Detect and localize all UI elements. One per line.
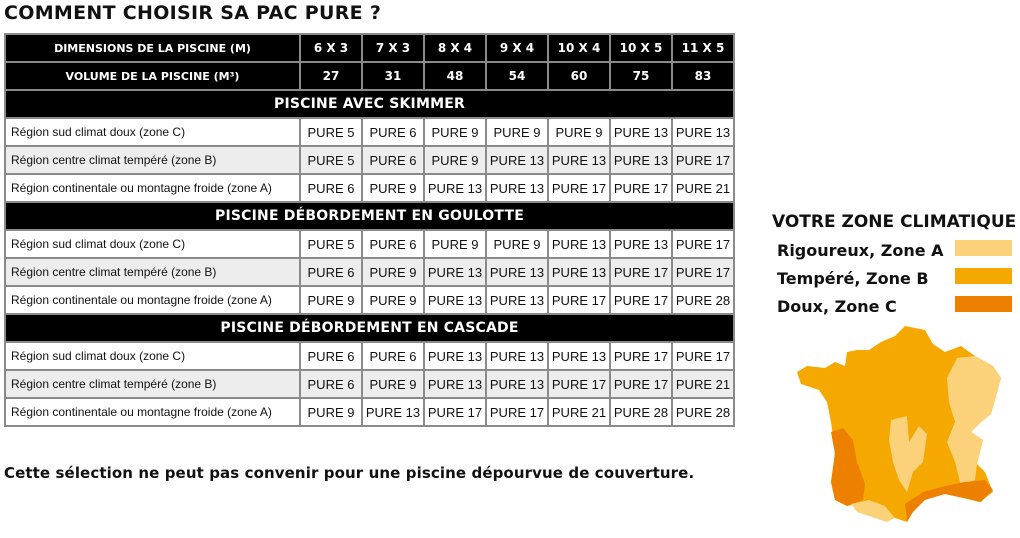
model-cell: PURE 6: [362, 118, 424, 146]
model-cell: PURE 6: [300, 342, 362, 370]
model-cell: PURE 13: [362, 398, 424, 426]
model-cell: PURE 17: [486, 398, 548, 426]
model-cell: PURE 13: [424, 370, 486, 398]
section-header: [5, 314, 734, 342]
table-row: [5, 258, 734, 286]
model-cell: PURE 9: [300, 286, 362, 314]
model-cell: PURE 13: [548, 230, 610, 258]
model-cell: PURE 6: [362, 342, 424, 370]
model-cell: PURE 13: [486, 342, 548, 370]
dimension-cell: 11 X 5: [672, 34, 734, 62]
legend-item-zone-a: [772, 240, 1017, 264]
model-cell: PURE 9: [362, 286, 424, 314]
region-label: Région continentale ou montagne froide (zone A): [5, 174, 300, 202]
model-cell: PURE 13: [424, 258, 486, 286]
zone-a-swatch: [955, 240, 1012, 256]
region-label: Région centre climat tempéré (zone B): [5, 146, 300, 174]
model-cell: PURE 17: [610, 174, 672, 202]
model-cell: PURE 21: [672, 174, 734, 202]
model-cell: PURE 13: [548, 342, 610, 370]
model-cell: PURE 6: [362, 230, 424, 258]
volume-cell: 83: [672, 62, 734, 90]
table-row: [5, 146, 734, 174]
section-header: [5, 202, 734, 230]
legend-item-zone-b: [772, 268, 1017, 292]
model-cell: PURE 13: [672, 118, 734, 146]
zone-b-swatch: [955, 268, 1012, 284]
page-title: COMMENT CHOISIR SA PAC PURE ?: [4, 2, 382, 24]
model-cell: PURE 13: [610, 118, 672, 146]
model-cell: PURE 17: [672, 146, 734, 174]
model-cell: PURE 17: [610, 370, 672, 398]
model-cell: PURE 6: [300, 258, 362, 286]
model-cell: PURE 13: [548, 258, 610, 286]
model-cell: PURE 9: [424, 230, 486, 258]
dimensions-row: [5, 34, 734, 62]
model-cell: PURE 17: [672, 258, 734, 286]
region-label: Région sud climat doux (zone C): [5, 230, 300, 258]
france-climate-map: [795, 322, 1015, 532]
model-cell: PURE 17: [672, 230, 734, 258]
section-title: PISCINE DÉBORDEMENT EN CASCADE: [5, 314, 734, 342]
model-cell: PURE 9: [486, 230, 548, 258]
section-title: PISCINE AVEC SKIMMER: [5, 90, 734, 118]
model-cell: PURE 17: [672, 342, 734, 370]
table-row: [5, 286, 734, 314]
table-row: [5, 230, 734, 258]
model-cell: PURE 9: [300, 398, 362, 426]
legend-title: VOTRE ZONE CLIMATIQUE: [772, 212, 1017, 232]
model-cell: PURE 9: [424, 146, 486, 174]
model-cell: PURE 9: [362, 258, 424, 286]
section-title: PISCINE DÉBORDEMENT EN GOULOTTE: [5, 202, 734, 230]
region-label: Région continentale ou montagne froide (zone A): [5, 286, 300, 314]
model-cell: PURE 21: [672, 370, 734, 398]
dimension-cell: 10 X 4: [548, 34, 610, 62]
table-row: [5, 398, 734, 426]
model-cell: PURE 17: [610, 258, 672, 286]
model-cell: PURE 13: [424, 286, 486, 314]
model-cell: PURE 13: [486, 174, 548, 202]
legend-label: Tempéré, Zone B: [777, 269, 929, 288]
dimensions-label: DIMENSIONS DE LA PISCINE (M): [5, 34, 300, 62]
model-cell: PURE 9: [486, 118, 548, 146]
region-label: Région centre climat tempéré (zone B): [5, 258, 300, 286]
model-cell: PURE 13: [610, 230, 672, 258]
model-cell: PURE 9: [362, 174, 424, 202]
model-cell: PURE 13: [424, 174, 486, 202]
legend-label: Doux, Zone C: [777, 297, 897, 316]
legend-item-zone-c: [772, 296, 1017, 320]
model-cell: PURE 21: [548, 398, 610, 426]
model-cell: PURE 28: [672, 286, 734, 314]
climate-zone-legend: [772, 212, 1017, 320]
model-cell: PURE 6: [300, 370, 362, 398]
table-row: [5, 174, 734, 202]
volume-cell: 31: [362, 62, 424, 90]
dimension-cell: 7 X 3: [362, 34, 424, 62]
legend-label: Rigoureux, Zone A: [777, 241, 944, 260]
volume-cell: 48: [424, 62, 486, 90]
model-cell: PURE 13: [486, 286, 548, 314]
table-row: [5, 342, 734, 370]
model-cell: PURE 6: [362, 146, 424, 174]
volume-label: VOLUME DE LA PISCINE (M³): [5, 62, 300, 90]
model-cell: PURE 9: [362, 370, 424, 398]
model-cell: PURE 9: [424, 118, 486, 146]
zone-c-swatch: [955, 296, 1012, 312]
model-cell: PURE 13: [548, 146, 610, 174]
volume-cell: 60: [548, 62, 610, 90]
model-cell: PURE 5: [300, 146, 362, 174]
dimension-cell: 9 X 4: [486, 34, 548, 62]
dimension-cell: 8 X 4: [424, 34, 486, 62]
model-cell: PURE 6: [300, 174, 362, 202]
pac-selection-table: [4, 33, 735, 427]
region-label: Région centre climat tempéré (zone B): [5, 370, 300, 398]
model-cell: PURE 28: [610, 398, 672, 426]
model-cell: PURE 5: [300, 118, 362, 146]
model-cell: PURE 13: [486, 146, 548, 174]
table-row: [5, 370, 734, 398]
region-label: Région sud climat doux (zone C): [5, 342, 300, 370]
volume-row: [5, 62, 734, 90]
model-cell: PURE 13: [486, 258, 548, 286]
volume-cell: 54: [486, 62, 548, 90]
section-header: [5, 90, 734, 118]
model-cell: PURE 9: [548, 118, 610, 146]
model-cell: PURE 13: [486, 370, 548, 398]
model-cell: PURE 17: [548, 174, 610, 202]
coverage-note: Cette sélection ne peut pas convenir pour une piscine dépourvue de couverture.: [4, 464, 695, 482]
volume-cell: 27: [300, 62, 362, 90]
model-cell: PURE 17: [610, 342, 672, 370]
model-cell: PURE 17: [548, 286, 610, 314]
model-cell: PURE 17: [610, 286, 672, 314]
region-label: Région continentale ou montagne froide (zone A): [5, 398, 300, 426]
model-cell: PURE 5: [300, 230, 362, 258]
region-label: Région sud climat doux (zone C): [5, 118, 300, 146]
dimension-cell: 10 X 5: [610, 34, 672, 62]
table-row: [5, 118, 734, 146]
dimension-cell: 6 X 3: [300, 34, 362, 62]
volume-cell: 75: [610, 62, 672, 90]
model-cell: PURE 13: [610, 146, 672, 174]
model-cell: PURE 17: [548, 370, 610, 398]
model-cell: PURE 13: [424, 342, 486, 370]
model-cell: PURE 28: [672, 398, 734, 426]
model-cell: PURE 17: [424, 398, 486, 426]
